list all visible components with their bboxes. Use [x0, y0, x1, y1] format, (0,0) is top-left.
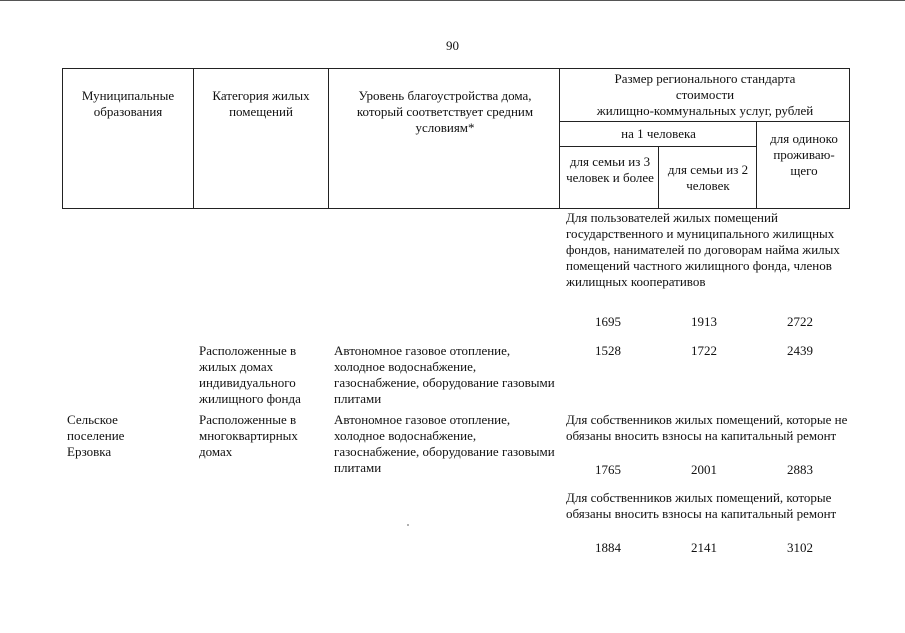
header-family-3: для семьи из 3 человек и более [566, 154, 654, 185]
header-per-person: на 1 человека [621, 126, 696, 141]
group2-value-family2: 2001 [691, 462, 717, 477]
group3-value-family3: 1884 [595, 540, 621, 555]
header-standard-line1: Размер регионального стандарта [614, 71, 796, 86]
table-border-left [62, 68, 63, 209]
header-single: для одиноко проживаю-щего [770, 131, 838, 178]
table-col-divider [328, 68, 329, 209]
table-border-top [62, 68, 850, 69]
group1-value-family3: 1695 [595, 314, 621, 329]
table-col-divider [658, 146, 659, 209]
municipality-name: Сельское поселение Ерзовка [67, 412, 125, 459]
level-row2: Автономное газовое отопление, холодное водоснабжение, газоснабжение, оборудование газовыми плитами [334, 412, 555, 475]
category-individual: Расположенные в жилых домах индивидуального жилищного фонда [199, 343, 301, 406]
header-standard-line2: стоимости [675, 87, 735, 102]
header-category: Категория жилых помещений [212, 88, 310, 119]
group3-value-single: 3102 [787, 540, 813, 555]
header-standard-line3: жилищно-коммунальных услуг, рублей [596, 103, 814, 118]
group2-note: Для собственников жилых помещений, которые не обязаны вносить взносы на капитальный ремонт [566, 412, 848, 443]
row1-value-single: 2439 [787, 343, 813, 358]
page-number: 90 [446, 38, 459, 53]
scan-speck [407, 524, 409, 526]
table-rule-standard [559, 121, 850, 122]
table-border-bottom [62, 208, 850, 209]
group1-value-family2: 1913 [691, 314, 717, 329]
group3-value-family2: 2141 [691, 540, 717, 555]
group2-value-single: 2883 [787, 462, 813, 477]
group2-value-family3: 1765 [595, 462, 621, 477]
header-level: Уровень благоустройства дома, который соответствует средним условиям* [356, 88, 534, 135]
row1-value-family3: 1528 [595, 343, 621, 358]
header-family-2: для семьи из 2 человек [667, 162, 749, 193]
category-apartment: Расположенные в многоквартирных домах [199, 412, 298, 459]
table-border-right [849, 68, 850, 209]
level-row1: Автономное газовое отопление, холодное водоснабжение, газоснабжение, оборудование газовыми плитами [334, 343, 555, 406]
group1-note: Для пользователей жилых помещений государственного и муниципального жилищных фондов, нанимателей по договорам найма жилых помещений частного жилищного фонда, членов жилищных кооперативов [566, 210, 840, 289]
scan-edge [0, 0, 905, 1]
header-municipality: Муниципальные образования [81, 88, 175, 119]
group1-value-single: 2722 [787, 314, 813, 329]
table-col-divider [559, 68, 560, 209]
row1-value-family2: 1722 [691, 343, 717, 358]
group3-note: Для собственников жилых помещений, которые обязаны вносить взносы на капитальный ремонт [566, 490, 837, 521]
table-col-divider [193, 68, 194, 209]
table-col-divider [756, 121, 757, 209]
